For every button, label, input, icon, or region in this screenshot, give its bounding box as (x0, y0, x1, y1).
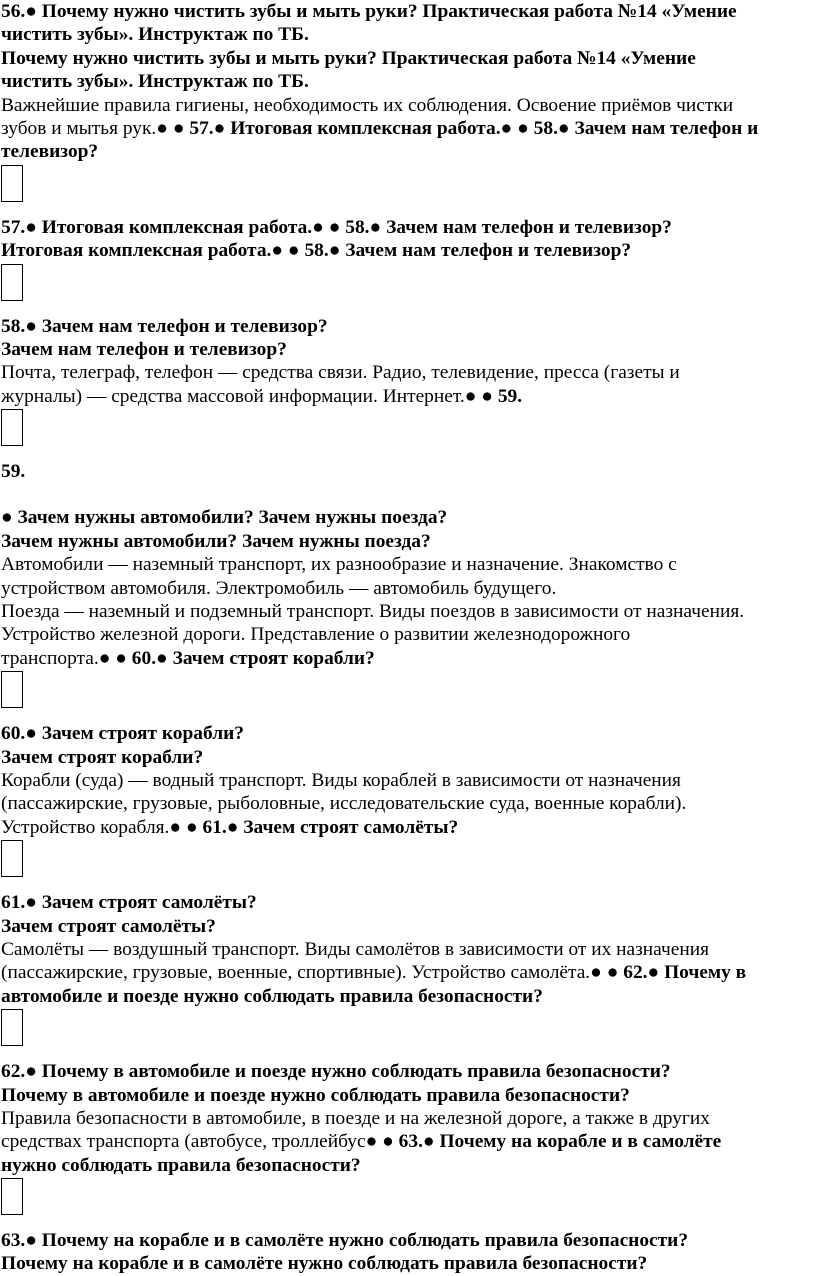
next-link-63-cont[interactable]: нужно соблюдать правила безопасности? (1, 1154, 361, 1176)
next-link-61[interactable]: ● ● 61.● Зачем строят самолёты? (169, 816, 459, 838)
section-60-description-3 (1, 816, 813, 839)
section-58-description-end: журналы) — средства массовой информации. Интернет. (1, 385, 465, 407)
section-59-description-3: Поезда — наземный и подземный транспорт. Виды поездов в зависимости от назначения. (1, 601, 745, 623)
section-63-heading: 63.● Почему на корабле и в самолёте нужно соблюдать правила безопасности? (1, 1230, 689, 1252)
section-59-description-2: устройством автомобиля. Электромобиль — автомобиль будущего. (1, 577, 557, 599)
section-60-description-1: Корабли (суда) — водный транспорт. Виды кораблей в зависимости от назначения (1, 769, 681, 791)
section-56-title-cont: чистить зубы». Инструктаж по ТБ. (1, 71, 309, 93)
image-placeholder-box (1, 1009, 23, 1046)
section-58-description: Почта, телеграф, телефон — средства связи. Радио, телевидение, пресса (газеты и (1, 362, 680, 384)
section-59-heading: 59. (1, 461, 26, 483)
next-link-59[interactable]: ● ● 59. (464, 385, 523, 407)
section-59-description-1: Автомобили — наземный транспорт, их разнообразие и назначение. Знакомство с (1, 554, 677, 576)
section-60-description-end: Устройство корабля. (1, 816, 170, 838)
section-61-title: Зачем строят самолёты? (1, 915, 216, 937)
section-61-description-1: Самолёты — воздушный транспорт. Виды самолётов в зависимости от их назначения (1, 938, 710, 960)
section-62-description-1: Правила безопасности в автомобиле, в поезде и на железной дороге, а также в других (1, 1107, 710, 1129)
section-57-heading: 57.● Итоговая комплексная работа.● ● 58.● Зачем нам телефон и телевизор? (1, 216, 672, 238)
next-link-62[interactable]: ● ● 62.● Почему в (590, 962, 747, 984)
section-56-description-cont (1, 117, 813, 140)
section-61-description-end: (пассажирские, грузовые, военные, спортивные). Устройство самолёта. (1, 962, 591, 984)
image-placeholder-box (1, 840, 23, 877)
section-56-description-end: зубов и мытья рук. (1, 117, 157, 139)
image-placeholder-box (1, 671, 23, 708)
section-62-title: Почему в автомобиле и поезде нужно соблюдать правила безопасности? (1, 1084, 630, 1106)
section-58-description-cont (1, 385, 813, 408)
section-56-heading: 56.● Почему нужно чистить зубы и мыть руки? Практическая работа №14 «Умение (1, 1, 737, 22)
section-59-description-end: транспорта. (1, 647, 99, 669)
section-59-description-4: Устройство железной дороги. Представление о развитии железнодорожного (1, 624, 631, 646)
section-60-title: Зачем строят корабли? (1, 746, 204, 768)
image-placeholder-box (1, 1178, 23, 1215)
section-56-description: Важнейшие правила гигиены, необходимость их соблюдения. Освоение приёмов чистки (1, 94, 734, 116)
section-62-heading: 62.● Почему в автомобиле и поезде нужно соблюдать правила безопасности? (1, 1061, 671, 1083)
section-60-description-2: (пассажирские, грузовые, рыболовные, исследовательские суда, военные корабли). (1, 793, 687, 815)
next-links-58-cont[interactable]: телевизор? (1, 141, 99, 163)
next-link-62-cont[interactable]: автомобиле и поезде нужно соблюдать правила безопасности? (1, 985, 543, 1007)
section-58-heading: 58.● Зачем нам телефон и телевизор? (1, 315, 328, 337)
next-link-63[interactable]: ● ● 63.● Почему на корабле и в самолёте (365, 1131, 722, 1153)
document-body (1, 0, 813, 1276)
section-56-heading-cont: чистить зубы». Инструктаж по ТБ. (1, 24, 309, 46)
section-58-title: Зачем нам телефон и телевизор? (1, 338, 287, 360)
next-links-57-58[interactable]: ● ● 57.● Итоговая комплексная работа.● ● 58.● Зачем нам телефон и (156, 117, 759, 139)
section-61-heading: 61.● Зачем строят самолёты? (1, 892, 257, 914)
section-57-title: Итоговая комплексная работа.● ● 58.● Зачем нам телефон и телевизор? (1, 240, 632, 262)
section-59-title: Зачем нужны автомобили? Зачем нужны поезда? (1, 530, 431, 552)
image-placeholder-box (1, 264, 23, 301)
image-placeholder-box (1, 409, 23, 446)
section-61-description-2 (1, 961, 813, 984)
image-placeholder-box (1, 165, 23, 202)
section-60-heading: 60.● Зачем строят корабли? (1, 723, 244, 745)
section-63-title: Почему на корабле и в самолёте нужно соблюдать правила безопасности? (1, 1253, 648, 1275)
section-59-description-5 (1, 647, 813, 670)
section-62-description-end: средствах транспорта (автобусе, троллейбус (1, 1131, 366, 1153)
section-59-subheading: ● Зачем нужны автомобили? Зачем нужны поезда? (1, 507, 448, 529)
next-link-60[interactable]: ● ● 60.● Зачем строят корабли? (98, 647, 375, 669)
section-62-description-2 (1, 1130, 813, 1153)
section-56-title: Почему нужно чистить зубы и мыть руки? Практическая работа №14 «Умение (1, 47, 696, 69)
